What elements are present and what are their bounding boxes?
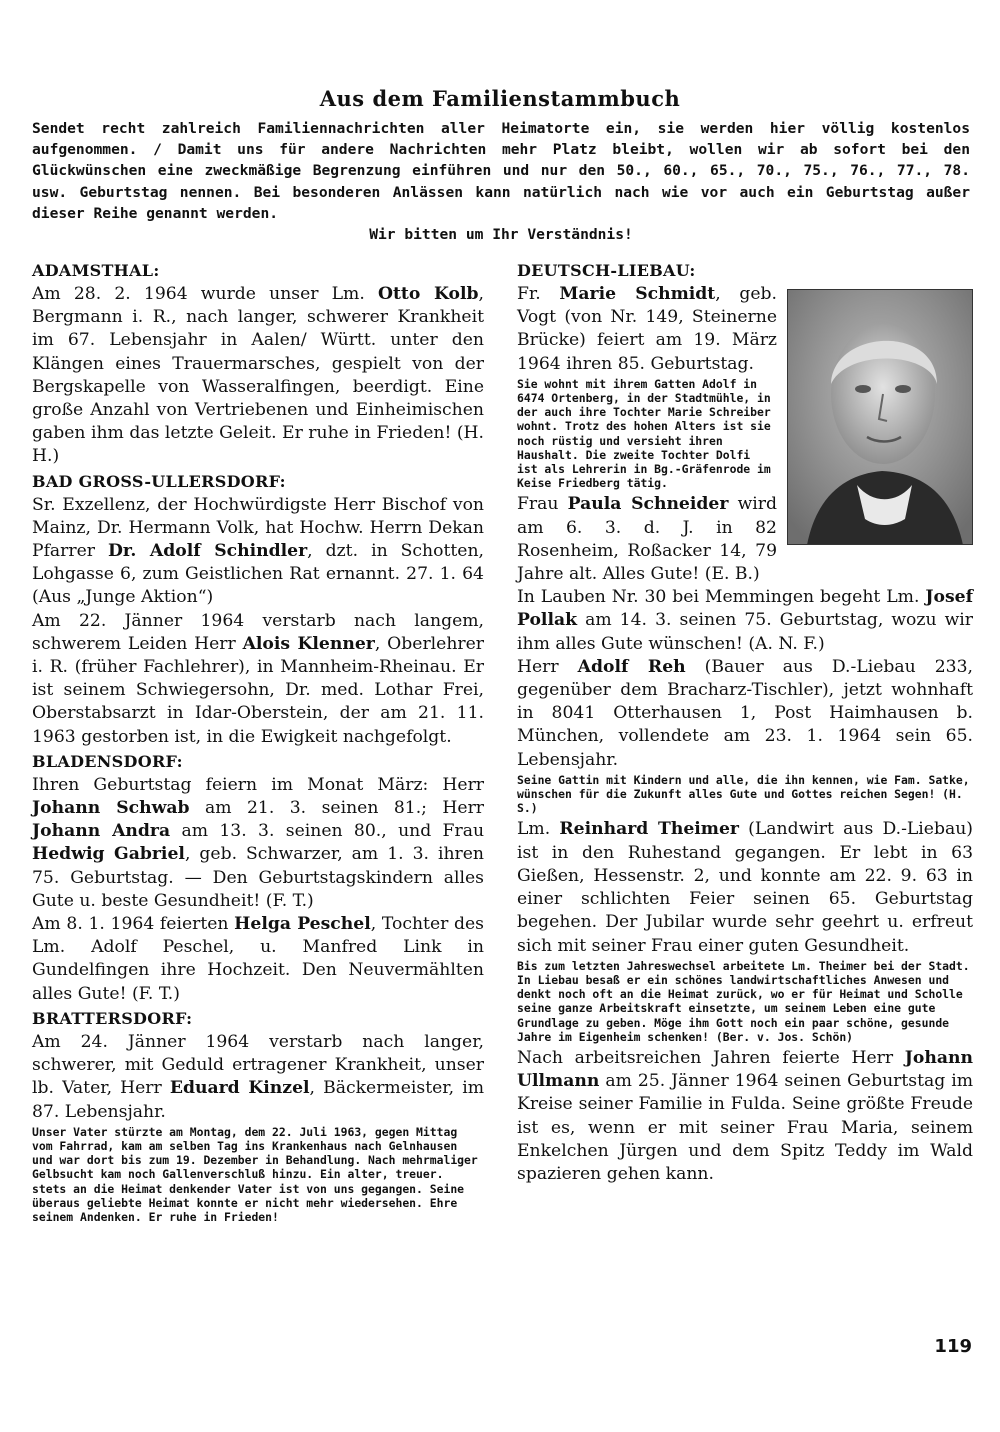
entry-text: am 21. 3. seinen 81.; Herr xyxy=(189,798,484,819)
entry-text: am 13. 3. seinen 80., und Frau xyxy=(170,821,485,842)
person-name: Adolf Reh xyxy=(577,656,686,677)
entry-text: , Oberlehrer i. R. (früher Fachlehrer), in Mannheim-Rheinau. Er ist seinem Schwiegersohn, Dr. med. Lothar Frei, Oberstabsarzt in Idar-Oberstein, der am 21. 11. 1963 gestorben ist, in die Ewigkeit nachgefolgt. xyxy=(32,633,484,747)
entry-text: Am 28. 2. 1964 wurde unser Lm. xyxy=(32,284,378,304)
person-name: Eduard Kinzel xyxy=(169,1078,310,1099)
entry-schindler xyxy=(32,494,484,610)
entry-theimer-note: Bis zum letzten Jahreswechsel arbeitete Lm. Theimer bei der Stadt. In Liebau besaß er ein schönes landwirtschaftliches Anwesen und denkt noch oft an die Heimat zurück, wo er für Heimat und Scholle seine ganze Arbeitskraft einsetzte, um seinem Leben eine gute Grundlage zu geben. Möge ihm Gott noch ein paar schöne, gesunde Jahre im Eigenheim schenken! (Ber. v. Jos. Schön) xyxy=(517,958,970,1044)
person-name: Dr. Adolf Schindler xyxy=(108,541,308,562)
entry-text: wird am 6. 3. d. J. in 82 Rosenheim, Roßacker 14, 79 Jahre alt. Alles Gute! (E. B.) xyxy=(517,494,778,585)
section-heading-adamsthal: ADAMSTHAL: xyxy=(32,261,160,280)
entry-text: Am 22. Jänner 1964 verstarb nach langem, schwerem Leiden Herr xyxy=(32,610,484,654)
section-heading-deutsch-liebau: DEUTSCH-LIEBAU: xyxy=(517,261,696,280)
entry-text: Am 24. Jänner 1964 verstarb nach langer, schwerer, mit Geduld ertragener Krankheit, unser lb. Vater, Herr xyxy=(32,1031,484,1099)
person-name: Johann Andra xyxy=(32,821,171,842)
entry-text: Fr. xyxy=(517,284,560,304)
intro-closing: Wir bitten um Ihr Verständnis! xyxy=(369,226,633,244)
entry-schmidt-note: Sie wohnt mit ihrem Gatten Adolf in 6474 Ortenberg, in der Stadtmühle, in der auch ihre Tochter Marie Schreiber wohnt. Trotz des hohen Alters ist sie noch rüstig und versieht ihren Haushalt. Die zweite Tochter Dolfi ist als Lehrerin in Bg.-Gräfenrode im Keise Friedberg tätig. xyxy=(517,376,771,491)
entry-kolb xyxy=(32,283,484,469)
page-title: Aus dem Familienstammbuch xyxy=(319,86,681,111)
section-heading-bad-gross-ullersdorf: BAD GROSS-ULLERSDORF: xyxy=(32,471,286,491)
page-number: 119 xyxy=(934,1336,972,1357)
entry-reh-note: Seine Gattin mit Kindern und alle, die ihn kennen, wie Fam. Satke, wünschen für die Zukunft alles Gute und Gottes reichen Segen! (H. S.) xyxy=(517,772,970,816)
portrait-image xyxy=(787,289,973,545)
right-column xyxy=(517,258,973,1186)
portrait-photo xyxy=(787,289,973,545)
person-name: Johann Schwab xyxy=(32,798,190,819)
person-name: Paula Schneider xyxy=(567,494,729,515)
entry-ullmann xyxy=(517,1047,973,1186)
entry-theimer xyxy=(517,818,973,957)
person-name: Hedwig Gabriel xyxy=(32,844,185,865)
person-name: Josef Pollak xyxy=(517,587,973,631)
entry-text: Nach arbeitsreichen Jahren feierte Herr xyxy=(517,1047,905,1068)
intro-text: Sendet recht zahlreich Familiennachrichten aller Heimatorte ein, sie werden hier völlig kostenlos aufgenommen. / Damit uns für andere Nachrichten mehr Platz bleibt, wollen wir ab sofort bei den Glückwünschen eine zweckmäßige Begrenzung einführen und nur den 50., 60., 65., 70., 75., 76., 77., 78. usw. Geburtstag nennen. Bei besonderen Anlässen kann natürlich nach wie vor auch ein Geburtstag außer dieser Reihe genannt werden. xyxy=(32,120,970,222)
section-heading-bladensdorf: BLADENSDORF: xyxy=(32,751,183,771)
entry-text: Lm. xyxy=(517,819,560,840)
person-name: Helga Peschel xyxy=(234,914,371,935)
entry-klenner xyxy=(32,610,484,749)
entry-peschel-wedding xyxy=(32,913,484,1006)
entry-kinzel-note: Unser Vater stürzte am Montag, dem 22. Juli 1963, gegen Mittag vom Fahrrad, kam am selben Tag ins Krankenhaus nach Gelnhausen und war dort bis zum 19. Dezember in Behandlung. Nach mehrmaliger Gelbsucht kam noch Gallenverschluß hinzu. Ein alter, treuer. stets an die Heimat denkender Vater ist von uns gegangen. Seine überaus geliebte Heimat konnte er nicht mehr wiedersehen. Ehre seinem Andenken. Er ruhe in Frieden! xyxy=(32,1124,478,1224)
entry-birthdays-march xyxy=(32,774,484,913)
person-name: Alois Klenner xyxy=(242,633,375,654)
entry-text: am 14. 3. seinen 75. Geburtstag, wozu wir ihm alles Gute wünschen! (A. N. F.) xyxy=(517,610,973,654)
entry-text: , dzt. in Schotten, Lohgasse 6, zum Geistlichen Rat ernannt. 27. 1. 64 (Aus „Junge Aktion“) xyxy=(32,541,484,608)
person-name: Reinhard Theimer xyxy=(559,819,739,840)
person-name: Otto Kolb xyxy=(377,284,479,304)
entry-text: Am 8. 1. 1964 feierten xyxy=(32,914,235,935)
intro-notice xyxy=(32,118,970,245)
entry-text: , Tochter des Lm. Adolf Peschel, u. Manfred Link in Gundelfingen ihre Hochzeit. Den Neuvermählten alles Gute! (F. T.) xyxy=(32,914,484,1004)
entry-text: , Bäckermeister, im 87. Lebensjahr. xyxy=(32,1078,484,1122)
entry-text: , geb. Vogt (von Nr. 149, Steinerne Brücke) feiert am 19. März 1964 ihren 85. Geburtstag. xyxy=(517,284,777,374)
entry-reh xyxy=(517,656,973,772)
entry-text: (Bauer aus D.-Liebau 233, gegenüber dem Bracharz-Tischler), jetzt wohnhaft in 8041 Otterhausen 1, Post Haimhausen b. München, vollendete am 23. 1. 1964 sein 65. Lebensjahr. xyxy=(517,656,973,770)
entry-text: , Bergmann i. R., nach langer, schwerer Krankheit im 67. Lebensjahr in Aalen/ Württ. unter den Klängen eines Trauermarsches, gespielt von der Bergskapelle von Wasseralfingen, beerdigt. Eine große Anzahl von Vertriebenen und Einheimischen gaben ihm das letzte Geleit. Er ruhe in Frieden! (H. H.) xyxy=(32,284,484,467)
entry-text: Sr. Exzellenz, der Hochwürdigste Herr Bischof von Mainz, Dr. Hermann Volk, hat Hochw. Herrn Dekan Pfarrer xyxy=(32,494,484,562)
entry-text: Frau xyxy=(517,494,568,515)
entry-pollak xyxy=(517,586,973,656)
section-heading-brattersdorf: BRATTERSDORF: xyxy=(32,1008,193,1028)
entry-kinzel xyxy=(32,1031,484,1124)
person-name: Johann Ullmann xyxy=(517,1047,973,1092)
person-name: Marie Schmidt xyxy=(559,284,716,304)
entry-text: am 25. Jänner 1964 seinen Geburtstag im Kreise seiner Familie in Fulda. Seine größte Freude ist es, wenn er mit seiner Frau Maria, seinem Enkelchen Jürgen und dem Spitz Teddy im Wald spazieren gehen kann. xyxy=(517,1071,973,1184)
entry-text: In Lauben Nr. 30 bei Memmingen begeht Lm. xyxy=(517,587,926,608)
left-column xyxy=(32,258,484,1227)
entry-text: , geb. Schwarzer, am 1. 3. ihren 75. Geburtstag. — Den Geburtstagskindern alles Gute u. beste Gesundheit! (F. T.) xyxy=(32,844,484,911)
entry-text: (Landwirt aus D.-Liebau) ist in den Ruhestand gegangen. Er lebt in 63 Gießen, Hessenstr. 2, und konnte am 22. 9. 63 in einer schlichten Feier seinen 65. Geburtstag begehen. Der Jubilar wurde sehr geehrt u. erfreut sich mit seiner Frau einer guten Gesundheit. xyxy=(517,819,973,956)
entry-text: Ihren Geburtstag feiern im Monat März: Herr xyxy=(32,774,484,795)
entry-text: Herr xyxy=(517,656,578,677)
